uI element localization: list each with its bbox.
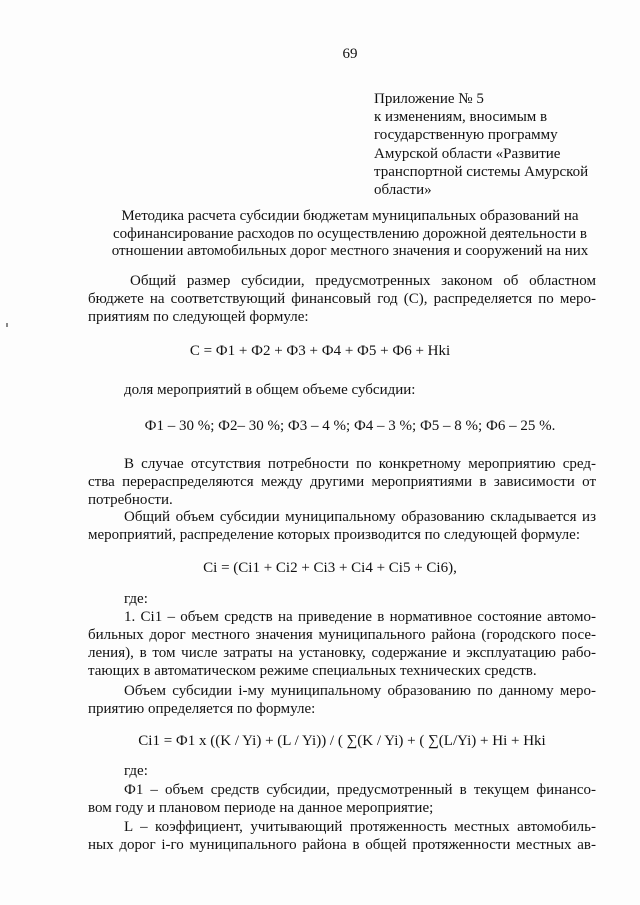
appendix-line: Амурской области «Развитие bbox=[374, 145, 561, 162]
where-label bbox=[88, 762, 596, 780]
text-line: ления), в том числе затраты на установку, содержание и эксплуатацию рабо- bbox=[88, 645, 596, 661]
formula-total: С = Ф1 + Ф2 + Ф3 + Ф4 + Ф5 + Ф6 + Hki bbox=[189, 343, 451, 359]
heading-line: Методика расчета субсидии бюджетам муниципальных образований на bbox=[121, 208, 579, 224]
text-line: В случае отсутствия потребности по конкретному мероприятию сред- bbox=[124, 456, 596, 472]
text-line: Общий размер субсидии, предусмотренных законом об областном bbox=[130, 273, 596, 289]
paragraph-ci1-formula-intro bbox=[88, 682, 596, 718]
text-line: мероприятий, распределение которых производится по следующей формуле: bbox=[88, 527, 580, 543]
text-line: приятию определяется по формуле: bbox=[88, 701, 316, 717]
formula-ci1: Ci1 = Ф1 x ((K / Yi) + (L / Yi)) / ( ∑(K / Yi) + ( ∑(L/Yi) + Hi + Hki bbox=[138, 733, 546, 749]
text-line: тающих в автоматическом режиме специальных технических средств. bbox=[88, 663, 537, 679]
paragraph-total-subsidy bbox=[88, 272, 596, 326]
text-line: потребности. bbox=[88, 492, 173, 508]
paragraph-ci1 bbox=[88, 608, 596, 680]
heading-line: софинансирование расходов по осуществлению дорожной деятельности в bbox=[113, 225, 587, 242]
text-line: L – коэффициент, учитывающий протяженность местных автомобиль- bbox=[124, 819, 596, 835]
paragraph-l-definition bbox=[88, 818, 596, 854]
paragraph-share bbox=[88, 381, 596, 399]
document-heading bbox=[100, 208, 600, 261]
text-line: доля мероприятий в общем объеме субсидии: bbox=[124, 382, 416, 398]
appendix-line: транспортной системы Амурской bbox=[374, 163, 589, 180]
formula-ci: Ci = (Ci1 + Ci2 + Ci3 + Ci4 + Ci5 + Ci6), bbox=[203, 560, 457, 576]
text-line: Общий объем субсидии муниципальному образованию складывается из bbox=[124, 509, 596, 525]
appendix-line: области» bbox=[374, 182, 432, 199]
where-label bbox=[88, 590, 596, 608]
paragraph-redistribution bbox=[88, 455, 596, 509]
text-line: где: bbox=[124, 763, 148, 779]
text-line: Ф1 – объем средств субсидии, предусмотренный в текущем финансо- bbox=[124, 782, 596, 798]
scan-mark bbox=[6, 323, 8, 327]
formula-shares: Ф1 – 30 %; Ф2– 30 %; Ф3 – 4 %; Ф4 – 3 %; Ф5 – 8 %; Ф6 – 25 %. bbox=[144, 418, 556, 434]
heading-line: отношении автомобильных дорог местного значения и сооружений на них bbox=[111, 243, 589, 259]
text-line: бильных дорог местного значения муниципального района (городского посе- bbox=[88, 627, 596, 643]
text-line: 1. Ci1 – объем средств на приведение в нормативное состояние автомо- bbox=[124, 609, 596, 625]
paragraph-f1-definition bbox=[88, 781, 596, 817]
text-line: Объем субсидии i-му муниципальному образованию по данному меро- bbox=[124, 683, 596, 699]
text-line: где: bbox=[124, 591, 148, 607]
text-line: приятиям по следующей формуле: bbox=[88, 309, 309, 325]
text-line: вом году и плановом периоде на данное мероприятие; bbox=[88, 800, 434, 816]
appendix-note bbox=[374, 90, 604, 199]
appendix-line: к изменениям, вносимым в bbox=[374, 109, 548, 126]
page-number: 69 bbox=[342, 46, 358, 62]
appendix-line: государственную программу bbox=[374, 127, 558, 144]
text-line: ных дорог i-го муниципального района в общей протяженности местных ав- bbox=[88, 837, 596, 853]
text-line: бюджете на соответствующий финансовый год (С), распределяется по меро- bbox=[88, 291, 596, 307]
appendix-line: Приложение № 5 bbox=[374, 91, 484, 107]
paragraph-total-volume bbox=[88, 508, 596, 544]
text-line: ства перераспределяются между другими мероприятиями в зависимости от bbox=[88, 474, 596, 490]
